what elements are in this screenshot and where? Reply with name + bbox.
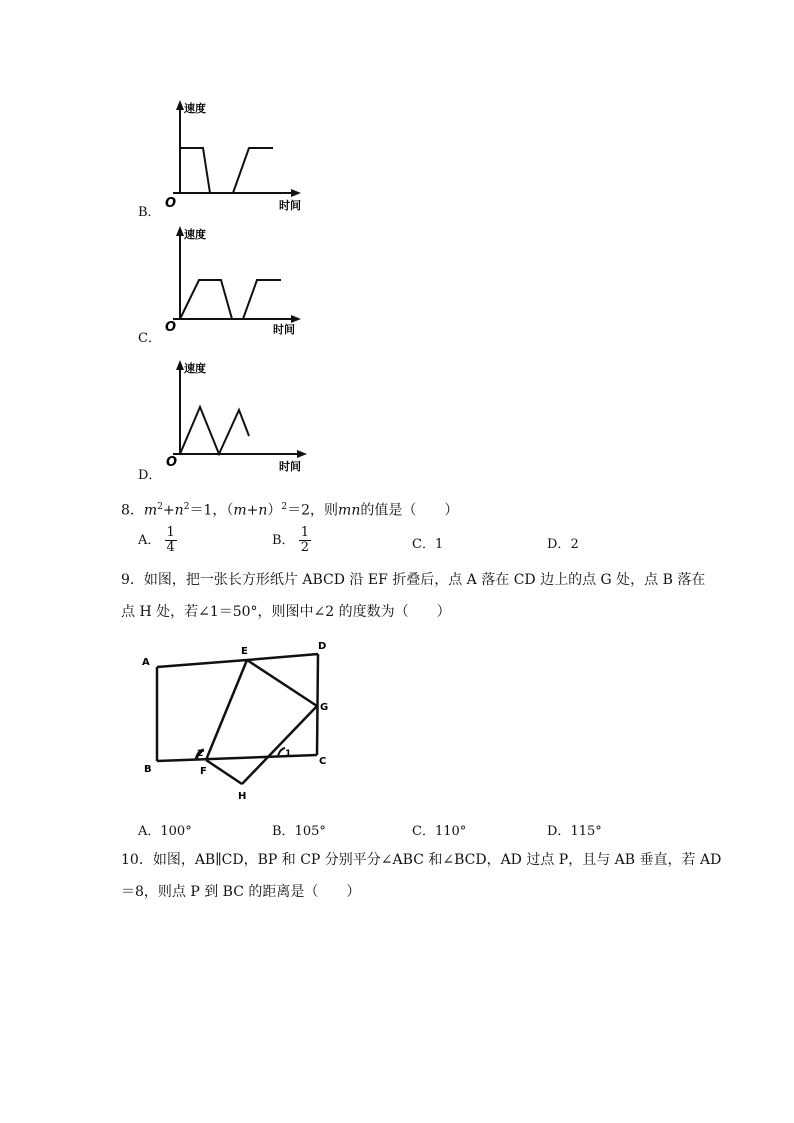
- y-axis-label: 速度: [184, 362, 206, 375]
- q9-option-b[interactable]: B．105°: [272, 824, 326, 839]
- x-axis-label: 时间: [273, 323, 295, 336]
- option-label: C．: [138, 331, 161, 346]
- label-b: B: [144, 764, 152, 775]
- label-d: D: [318, 641, 327, 652]
- q8-option-b[interactable]: B． $\frac{1}{2}$: [272, 525, 309, 555]
- fraction: $\frac{1}{4}$: [166, 525, 175, 555]
- speed-time-graph: [163, 358, 313, 478]
- fraction: $\frac{1}{2}$: [300, 525, 309, 555]
- q8-option-c[interactable]: C．1: [412, 537, 444, 552]
- q9-option-c[interactable]: C．110°: [412, 824, 467, 839]
- y-axis-label: 速度: [184, 228, 206, 241]
- option-label: D．: [138, 468, 162, 483]
- graph-option-d: [138, 358, 318, 482]
- question-10: [121, 846, 722, 906]
- option-label: B．: [138, 205, 161, 220]
- q9-option-d[interactable]: D．115°: [547, 824, 602, 839]
- label-f: F: [200, 766, 207, 777]
- question-9-line-2: 点 H 处，若∠1＝50°，则图中∠2 的度数为（ ）: [121, 604, 451, 620]
- x-axis-label: 时间: [279, 460, 301, 473]
- y-axis-label: 速度: [184, 102, 206, 115]
- origin-label: O: [165, 196, 177, 211]
- folded-rectangle-figure: [138, 636, 338, 806]
- label-g: G: [320, 702, 329, 713]
- label-c: C: [319, 756, 327, 767]
- question-10-line-2: ＝8，则点 P 到 BC 的距离是（ ）: [121, 884, 361, 900]
- origin-label: O: [166, 455, 178, 470]
- question-10-line-1: 10．如图，AB∥CD，BP 和 CP 分别平分∠ABC 和∠BCD，AD 过点 P，且与 AB 垂直，若 AD: [121, 852, 722, 868]
- label-a: A: [142, 657, 150, 668]
- graph-option-c: [138, 224, 318, 346]
- label-angle-1: 1: [285, 749, 292, 759]
- speed-time-graph: [163, 224, 313, 342]
- question-8: 8．$m^2+n^2=1$，$(m+n)^2=2$，则mn的值是（ ）: [121, 502, 459, 519]
- question-9: [121, 566, 706, 626]
- q8-option-a[interactable]: A． $\frac{1}{4}$: [138, 525, 175, 555]
- label-h: H: [238, 791, 247, 802]
- label-e: E: [241, 646, 248, 657]
- origin-label: O: [165, 320, 177, 335]
- question-9-line-1: 9．如图，把一张长方形纸片 ABCD 沿 EF 折叠后，点 A 落在 CD 边上的点 G 处，点 B 落在: [121, 572, 706, 588]
- x-axis-label: 时间: [279, 199, 301, 212]
- q8-option-d[interactable]: D．2: [547, 537, 579, 552]
- q9-option-a[interactable]: A．100°: [138, 824, 192, 839]
- speed-time-graph: [163, 98, 313, 216]
- label-angle-2: 2: [197, 749, 204, 759]
- graph-option-b: [138, 98, 318, 220]
